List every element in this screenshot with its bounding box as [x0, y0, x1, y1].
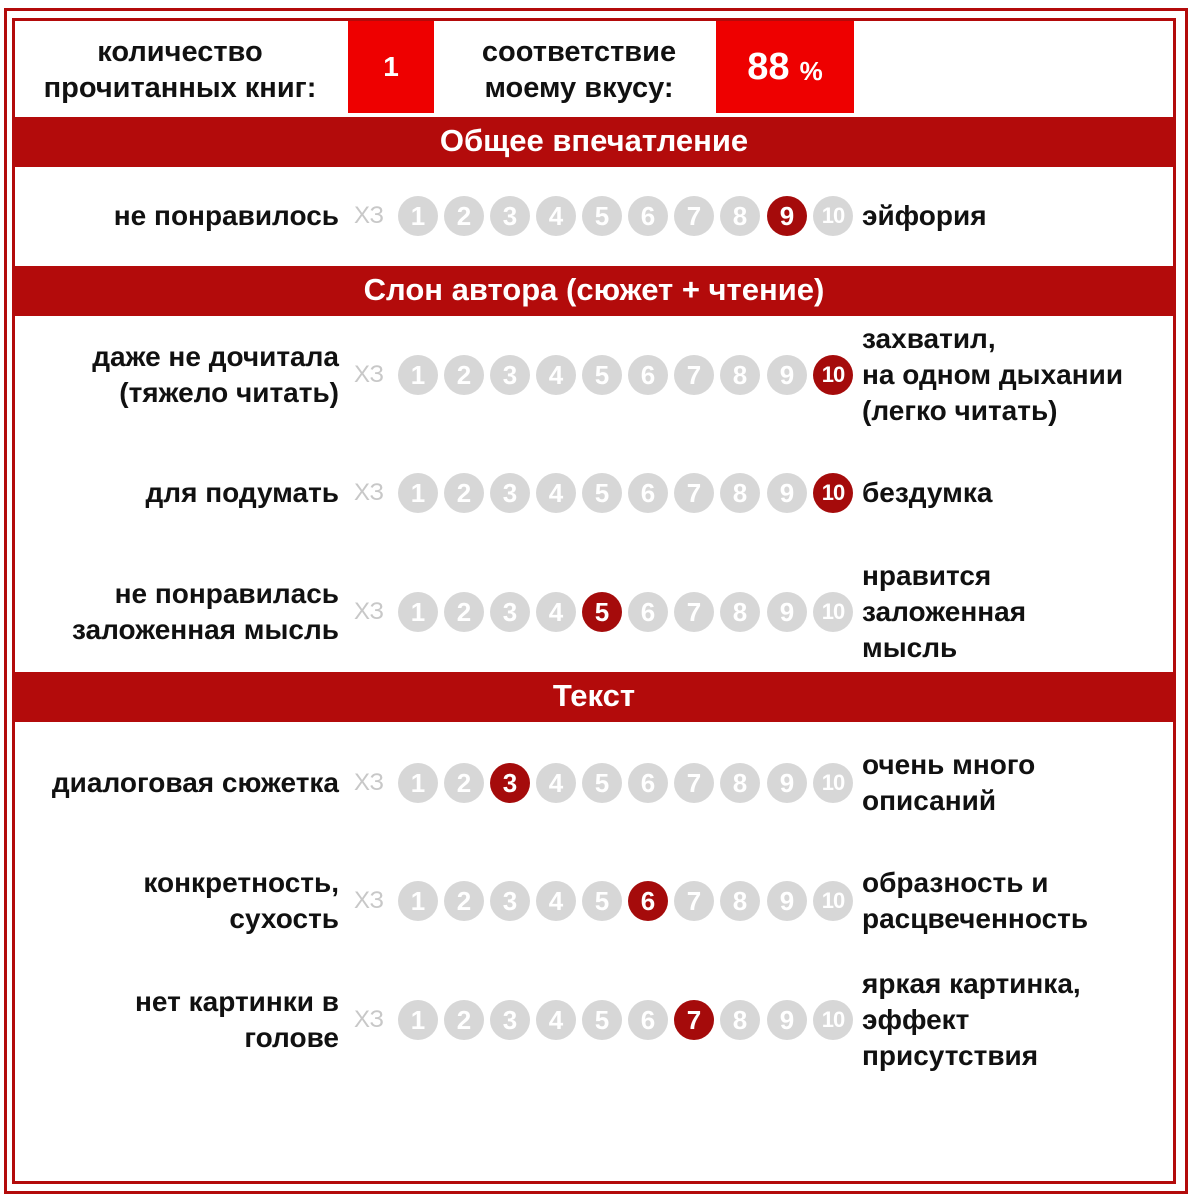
scale-option: 8	[720, 355, 760, 395]
scale-option: 9	[767, 1000, 807, 1040]
scale-option: 8	[720, 473, 760, 513]
scale-option: 8	[720, 196, 760, 236]
scale-option: 10	[813, 763, 853, 803]
scale-option: 9	[767, 592, 807, 632]
section-header-text: Текст	[12, 672, 1176, 722]
scale-option: 4	[536, 473, 576, 513]
scale-option: 9	[767, 881, 807, 921]
scale-option-selected: 5	[582, 592, 622, 632]
label-line: эффект	[862, 1004, 970, 1035]
scale-option: 4	[536, 881, 576, 921]
row-right-label	[862, 558, 1182, 666]
section-header-overall: Общее впечатление	[12, 117, 1176, 167]
scale-option: 2	[444, 355, 484, 395]
scale-option: 6	[628, 763, 668, 803]
scale-option: 4	[536, 592, 576, 632]
scale-option: 8	[720, 763, 760, 803]
scale-option: 7	[674, 592, 714, 632]
scale-option: 3	[490, 592, 530, 632]
label-line: расцвеченность	[862, 903, 1089, 934]
label-line: описаний	[862, 785, 997, 816]
scale-option: 6	[628, 592, 668, 632]
scale-option: 7	[674, 881, 714, 921]
label-line: для подумать	[145, 477, 339, 508]
row-left-label	[16, 339, 339, 411]
scale-option: 2	[444, 473, 484, 513]
scale-option: 2	[444, 196, 484, 236]
label-line: сухость	[229, 903, 339, 934]
label-line: на одном дыхании	[862, 359, 1124, 390]
scale-option-selected: 3	[490, 763, 530, 803]
scale-option: 6	[628, 1000, 668, 1040]
label-line: присутствия	[862, 1040, 1039, 1071]
label-line: яркая картинка,	[862, 968, 1081, 999]
scale-option: 5	[582, 1000, 622, 1040]
row-right-label	[862, 747, 1182, 819]
scale-option: 8	[720, 881, 760, 921]
row-left-label	[16, 475, 339, 511]
scale-option: 5	[582, 881, 622, 921]
label-line: образность и	[862, 867, 1049, 898]
scale-option: 3	[490, 473, 530, 513]
row-right-label	[862, 475, 1182, 511]
scale-option: 3	[490, 881, 530, 921]
scale-option-selected: 9	[767, 196, 807, 236]
scale-option: 4	[536, 1000, 576, 1040]
scale-option-selected: 10	[813, 355, 853, 395]
scale-option: 2	[444, 763, 484, 803]
scale-none-option: ХЗ	[354, 479, 384, 506]
row-left-label	[16, 576, 339, 648]
scale-option: 10	[813, 881, 853, 921]
scale-option: 2	[444, 881, 484, 921]
scale-option: 7	[674, 763, 714, 803]
scale-option: 5	[582, 355, 622, 395]
scale-option: 6	[628, 196, 668, 236]
label-line: не понравилась	[114, 578, 339, 609]
label-line: даже не дочитала	[92, 341, 339, 372]
scale-option: 8	[720, 1000, 760, 1040]
taste-match-number: 88	[747, 45, 790, 88]
taste-match-unit: %	[799, 55, 823, 86]
label-line: не понравилось	[113, 200, 339, 231]
label-line: нет картинки в	[135, 986, 339, 1017]
row-right-label	[862, 966, 1182, 1074]
books-count-value	[348, 21, 434, 113]
scale-none-option: ХЗ	[354, 769, 384, 796]
label-line: конкретность,	[143, 867, 339, 898]
label-line: (легко читать)	[862, 395, 1058, 426]
label-line: захватил,	[862, 323, 996, 354]
scale-option: 1	[398, 881, 438, 921]
taste-match-label: соответствие моему вкусу:	[481, 36, 677, 104]
row-left-label	[16, 865, 339, 937]
scale-option: 8	[720, 592, 760, 632]
row-left-label	[16, 765, 339, 801]
label-line: (тяжело читать)	[119, 377, 339, 408]
label-line: бездумка	[862, 477, 993, 508]
books-count-label: количество прочитанных книг:	[43, 36, 317, 104]
label-line: заложенная мысль	[71, 614, 339, 645]
row-right-label	[862, 198, 1182, 234]
scale-none-option: ХЗ	[354, 598, 384, 625]
scale-option: 4	[536, 355, 576, 395]
scale-option: 5	[582, 473, 622, 513]
row-right-label	[862, 865, 1182, 937]
scale-option: 1	[398, 196, 438, 236]
scale-option: 1	[398, 355, 438, 395]
scale-option: 6	[628, 473, 668, 513]
scale-option-selected: 7	[674, 1000, 714, 1040]
row-left-label	[16, 198, 339, 234]
scale-option: 7	[674, 473, 714, 513]
row-left-label	[16, 984, 339, 1056]
label-line: заложенная	[862, 596, 1027, 627]
scale-option: 1	[398, 1000, 438, 1040]
scale-option: 7	[674, 355, 714, 395]
scale-none-option: ХЗ	[354, 361, 384, 388]
scale-option: 3	[490, 355, 530, 395]
scale-option: 1	[398, 592, 438, 632]
scale-option: 10	[813, 196, 853, 236]
scale-option: 9	[767, 473, 807, 513]
scale-option: 6	[628, 355, 668, 395]
taste-match-value	[716, 21, 854, 113]
label-line: эйфория	[862, 200, 987, 231]
label-line: нравится	[862, 560, 992, 591]
row-right-label	[862, 321, 1182, 429]
label-line: диалоговая сюжетка	[51, 767, 339, 798]
scale-option: 5	[582, 196, 622, 236]
scale-none-option: ХЗ	[354, 887, 384, 914]
scale-option: 3	[490, 1000, 530, 1040]
scale-none-option: ХЗ	[354, 202, 384, 229]
books-count-number: 1	[383, 51, 399, 82]
label-line: голове	[244, 1022, 339, 1053]
scale-option: 9	[767, 355, 807, 395]
scale-option: 10	[813, 1000, 853, 1040]
scale-none-option: ХЗ	[354, 1006, 384, 1033]
scale-option: 1	[398, 763, 438, 803]
scale-option: 10	[813, 592, 853, 632]
section-header-author: Слон автора (сюжет + чтение)	[12, 266, 1176, 316]
scale-option-selected: 6	[628, 881, 668, 921]
scale-option: 9	[767, 763, 807, 803]
label-line: мысль	[862, 632, 958, 663]
scale-option-selected: 10	[813, 473, 853, 513]
scale-option: 3	[490, 196, 530, 236]
scale-option: 5	[582, 763, 622, 803]
label-line: очень много	[862, 749, 1036, 780]
scale-option: 7	[674, 196, 714, 236]
scale-option: 4	[536, 763, 576, 803]
scale-option: 1	[398, 473, 438, 513]
scale-option: 4	[536, 196, 576, 236]
scale-option: 2	[444, 592, 484, 632]
scale-option: 2	[444, 1000, 484, 1040]
